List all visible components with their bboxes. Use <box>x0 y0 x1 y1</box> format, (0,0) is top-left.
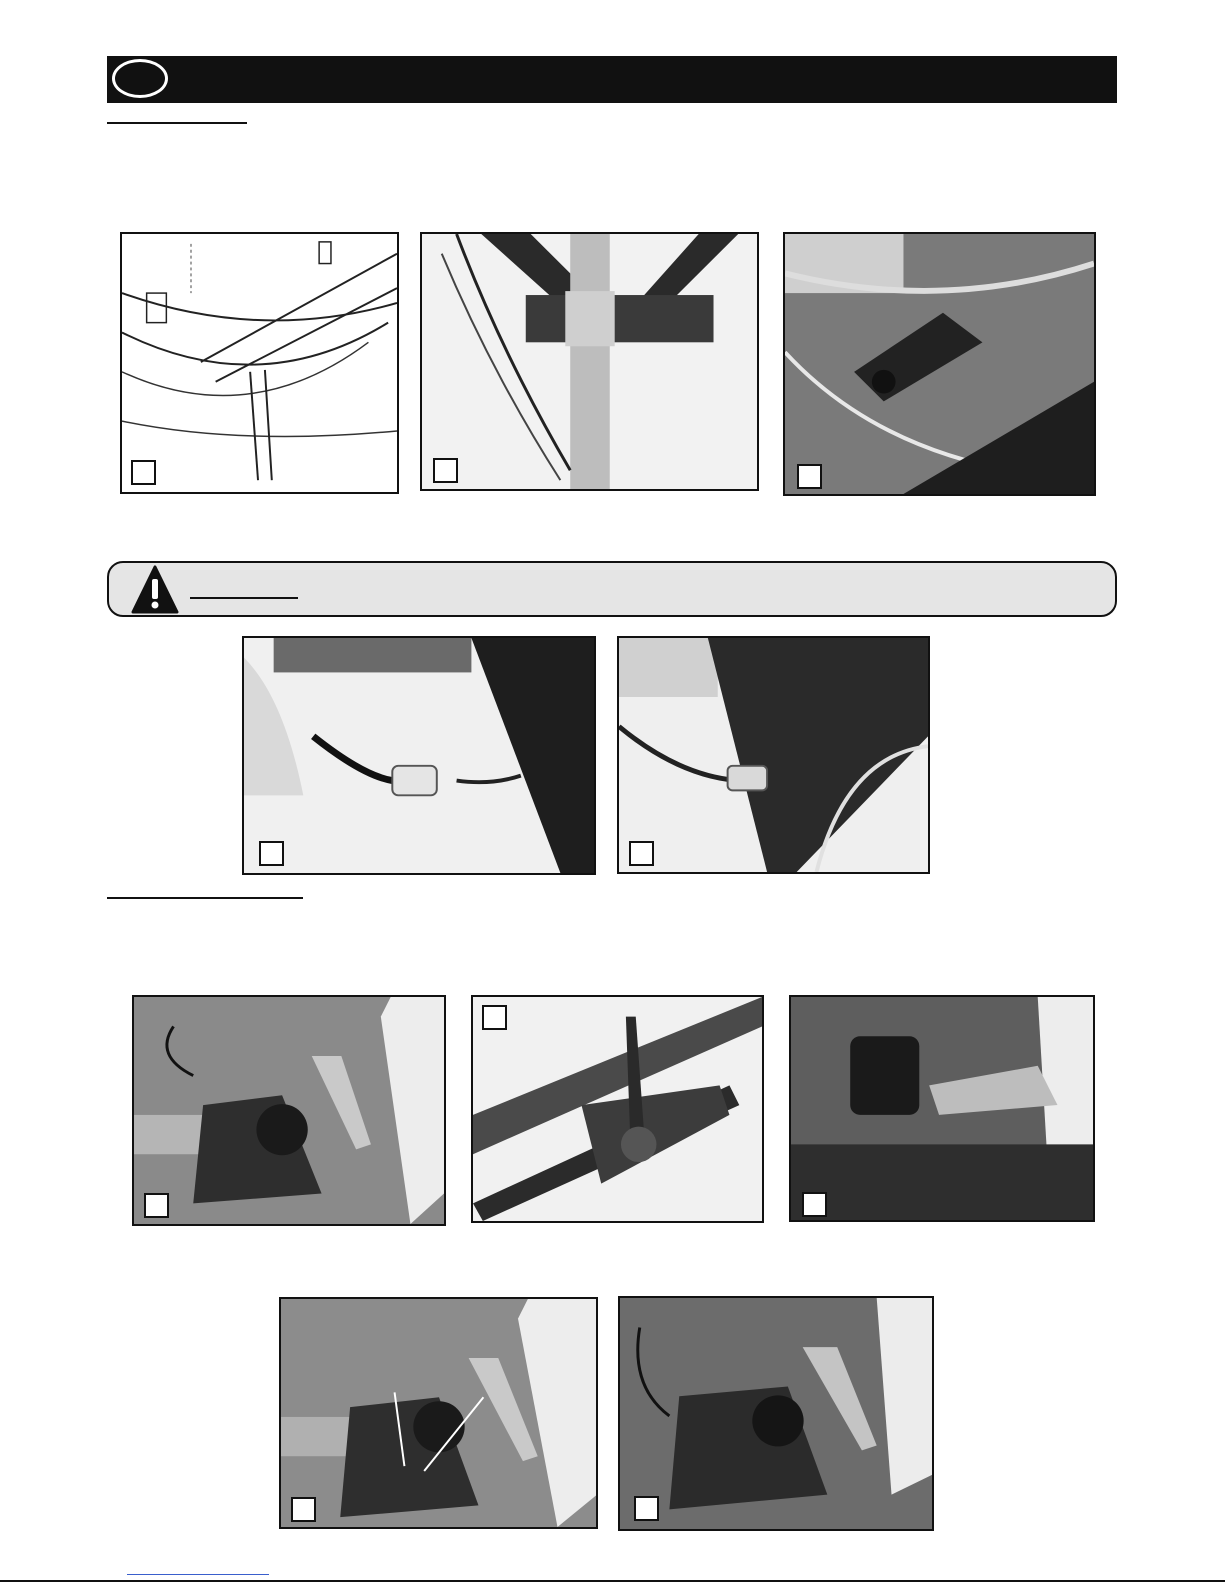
warning-triangle-icon <box>131 564 179 616</box>
language-oval-badge <box>112 59 168 98</box>
header-bar <box>107 56 1117 103</box>
figure-throttle-lever-photo <box>471 995 764 1223</box>
figure-number-box <box>144 1193 169 1218</box>
figure-number-box <box>482 1005 507 1030</box>
figure-handle-pivot-photo <box>420 232 759 491</box>
figure-frame-connector-photo <box>783 232 1096 496</box>
figure-number-box <box>629 841 654 866</box>
figure-number-box <box>259 841 284 866</box>
figure-assembly-drawing <box>120 232 399 494</box>
figure-number-box <box>797 464 822 489</box>
figure-wire-connector-plugged-photo <box>617 636 930 874</box>
footer-link-underline[interactable] <box>127 1574 269 1575</box>
footer-rule <box>0 1580 1225 1582</box>
figure-carburetor-assembled-photo <box>618 1296 934 1531</box>
section-heading-underline-1 <box>107 122 247 124</box>
figure-linkage-photo <box>789 995 1095 1222</box>
figure-number-box <box>433 458 458 483</box>
figure-engine-carburetor-photo <box>132 995 446 1226</box>
figure-wire-connector-unplugged-photo <box>242 636 596 875</box>
figure-carburetor-arrows-photo <box>279 1297 598 1529</box>
figure-number-box <box>131 460 156 485</box>
figure-number-box <box>634 1496 659 1521</box>
warning-panel <box>107 561 1117 617</box>
figure-number-box <box>802 1192 827 1217</box>
figure-number-box <box>291 1497 316 1522</box>
section-heading-underline-2 <box>107 897 303 899</box>
warning-heading-underline <box>190 597 298 599</box>
